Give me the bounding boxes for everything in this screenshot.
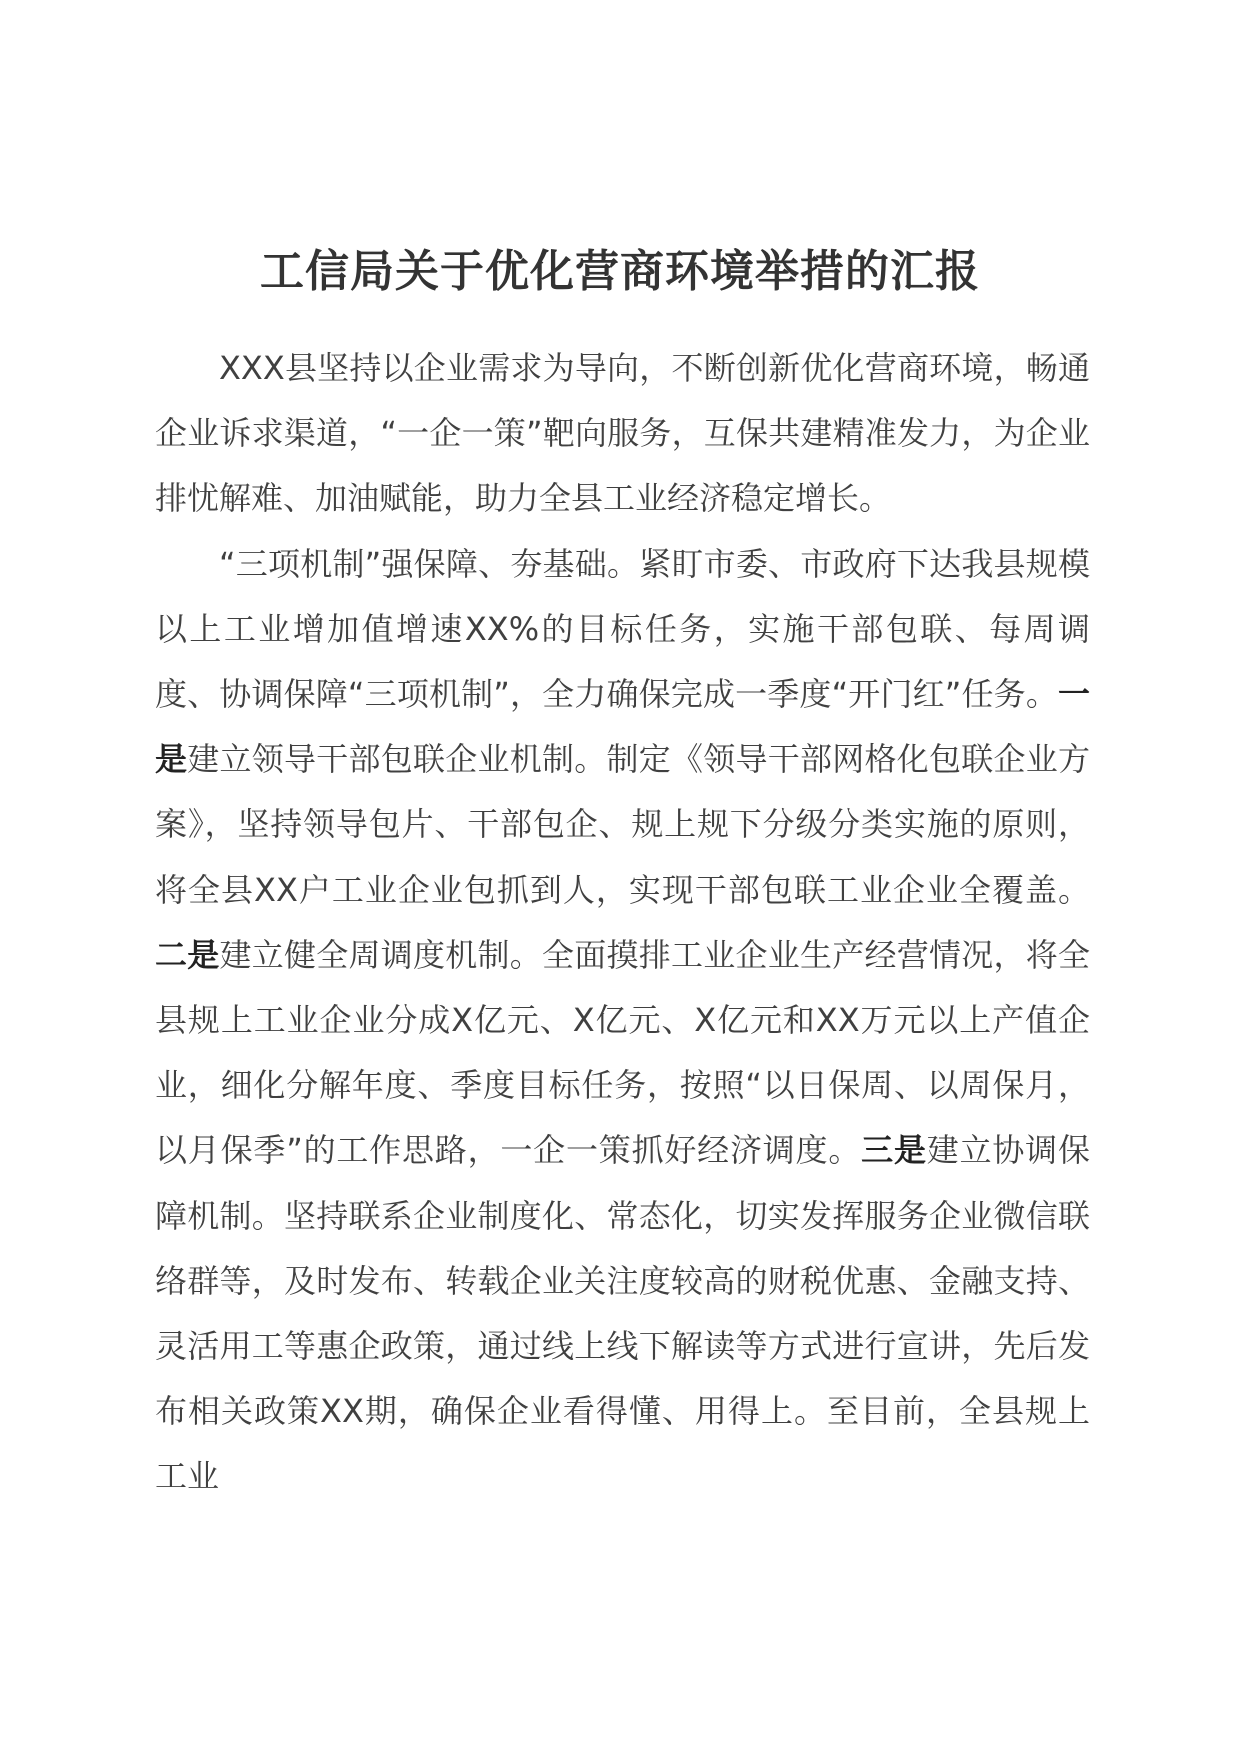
paragraph-text: 建立领导干部包联企业机制。制定《领导干部网格化包联企业方案》，坚持领导包片、干部包企、规上规下分级分类实施的原则，将全县XX户工业企业包抓到人，实现干部包联工业企业全覆盖。: [155, 740, 1090, 909]
document-body: [155, 336, 1090, 1510]
paragraph-three-mechanisms: [155, 532, 1090, 1510]
emphasis-second: 二是: [155, 935, 220, 974]
paragraph-text: 建立健全周调度机制。全面摸排工业企业生产经营情况，将全县规上工业企业分成X亿元、X亿元、X亿元和XX万元以上产值企业，细化分解年度、季度目标任务，按照“以日保周、以周保月，以月保季”的工作思路，一企一策抓好经济调度。: [155, 935, 1090, 1170]
document-title: 工信局关于优化营商环境举措的汇报: [260, 246, 980, 297]
paragraph-text: “三项机制”强保障、夯基础。紧盯市委、市政府下达我县规模以上工业增加值增速XX%的目标任务，实施干部包联、每周调度、协调保障“三项机制”，全力确保完成一季度“开门红”任务。: [155, 544, 1090, 714]
emphasis-third: 三是: [861, 1131, 927, 1170]
emphasis-first: 一是: [155, 675, 1090, 779]
paragraph-intro: [155, 336, 1090, 532]
paragraph-text: 建立协调保障机制。坚持联系企业制度化、常态化，切实发挥服务企业微信联络群等，及时发布、转载企业关注度较高的财税优惠、金融支持、灵活用工等惠企政策，通过线上线下解读等方式进行宣讲，先后发布相关政策XX期，确保企业看得懂、用得上。至目前，全县规上工业: [155, 1131, 1090, 1496]
paragraph-text: XXX县坚持以企业需求为导向，不断创新优化营商环境，畅通企业诉求渠道，“一企一策”靶向服务，互保共建精准发力，为企业排忧解难、加油赋能，助力全县工业经济稳定增长。: [155, 349, 1090, 518]
